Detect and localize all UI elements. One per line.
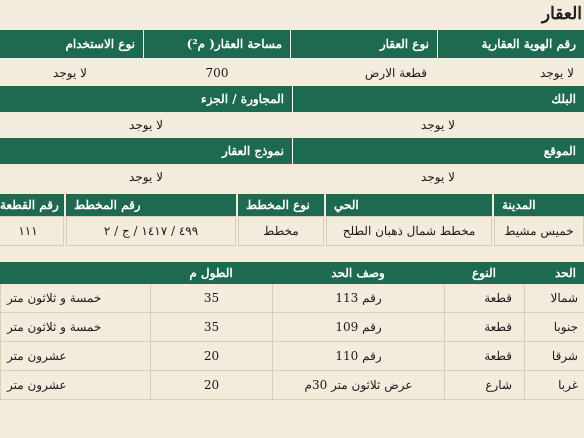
header-property-type: نوع العقار <box>291 30 437 58</box>
value-plot-number: ١١١ <box>0 216 64 246</box>
value-city: خميس مشيط <box>494 216 584 246</box>
header-boundary-description: وصف الحد <box>272 262 444 284</box>
header-usage-type: نوع الاستخدام <box>0 30 143 58</box>
header-boundary-length: الطول م <box>150 262 272 284</box>
table-row-length-text: عشرون متر <box>0 342 150 371</box>
header-plot-number: رقم القطعة <box>0 194 64 216</box>
property-info-section <box>0 30 584 87</box>
header-location: الموقع <box>292 138 584 164</box>
table-row-length-text: عشرون متر <box>0 371 150 400</box>
table-row-description: عرض ثلاثون متر 30م <box>272 371 444 400</box>
table-row-length: 35 <box>150 284 272 313</box>
header-plan-number: رقم المخطط <box>66 194 236 216</box>
value-neighborhood-part: لا يوجد <box>129 118 163 132</box>
table-row-direction: غربا <box>524 371 584 400</box>
header-neighborhood-part: المجاورة / الجزء <box>0 86 292 112</box>
value-property-area: 700 <box>144 59 290 87</box>
table-row-description: رقم 109 <box>272 313 444 342</box>
value-property-id: لا يوجد <box>438 59 584 87</box>
header-boundary-length-text <box>0 262 150 284</box>
header-boundary-type: النوع <box>444 262 524 284</box>
value-block: لا يوجد <box>421 118 455 132</box>
table-row-length: 20 <box>150 371 272 400</box>
header-property-id: رقم الهوية العقارية <box>438 30 584 58</box>
value-district: مخطط شمال ذهبان الطلح <box>326 216 492 246</box>
value-usage-type: لا يوجد <box>0 59 143 87</box>
table-row-direction: جنوبا <box>524 313 584 342</box>
header-district: الحي <box>326 194 492 216</box>
table-row-description: رقم 113 <box>272 284 444 313</box>
header-block: البلك <box>292 86 584 112</box>
header-city: المدينة <box>494 194 584 216</box>
table-row-direction: شرقا <box>524 342 584 371</box>
header-plan-type: نوع المخطط <box>238 194 324 216</box>
boundaries-table <box>0 262 584 400</box>
table-row-length: 20 <box>150 342 272 371</box>
table-row-type: قطعة <box>444 342 524 371</box>
table-row-description: رقم 110 <box>272 342 444 371</box>
value-property-model: لا يوجد <box>129 170 163 184</box>
value-location: لا يوجد <box>421 170 455 184</box>
table-row-length: 35 <box>150 313 272 342</box>
page-title: العقار <box>541 4 582 24</box>
block-section <box>0 86 584 138</box>
table-row-length-text: خمسة و ثلاثون متر <box>0 313 150 342</box>
plan-section <box>0 194 584 246</box>
table-row-length-text: خمسة و ثلاثون متر <box>0 284 150 313</box>
value-plan-number: ٤٩٩ / ١٤١٧ / ج / ٢ <box>66 216 236 246</box>
value-property-type: قطعة الارض <box>291 59 437 87</box>
value-plan-type: مخطط <box>238 216 324 246</box>
header-property-model: نموذج العقار <box>0 138 292 164</box>
table-row-type: قطعة <box>444 313 524 342</box>
table-row-direction: شمالا <box>524 284 584 313</box>
location-section <box>0 138 584 190</box>
header-boundary-direction: الحد <box>524 262 584 284</box>
table-row-type: قطعة <box>444 284 524 313</box>
header-property-area: مساحة العقار( م²) <box>144 30 290 58</box>
table-row-type: شارع <box>444 371 524 400</box>
